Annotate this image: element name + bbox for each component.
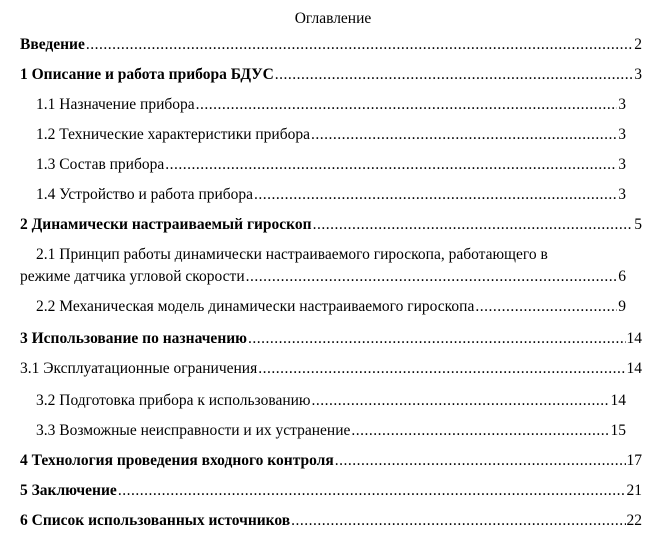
dot-leader <box>475 296 617 318</box>
toc-title: Оглавление <box>294 10 372 27</box>
toc-entry-section-3-1[interactable] <box>20 358 642 380</box>
toc-entry-section-4[interactable] <box>20 450 642 472</box>
toc-page-number: 3 <box>634 66 642 83</box>
toc-entry-text: Введение <box>20 36 85 53</box>
toc-entry-text: 1.4 Устройство и работа прибора <box>36 186 254 203</box>
toc-page-number: 6 <box>618 268 626 285</box>
dot-leader <box>351 420 609 442</box>
toc-entry-text: 1.3 Состав прибора <box>36 156 165 173</box>
toc-entry-section-3[interactable] <box>20 328 642 350</box>
toc-page-number: 2 <box>634 36 642 53</box>
toc-entry-text: 6 Список использованных источников <box>20 512 291 529</box>
toc-entry-text: 5 Заключение <box>20 482 117 499</box>
dot-leader <box>312 390 610 412</box>
dot-leader <box>165 154 617 176</box>
toc-page-number: 14 <box>610 392 626 409</box>
toc-page-number: 14 <box>626 360 642 377</box>
dot-leader <box>291 510 625 532</box>
dot-leader <box>248 328 625 350</box>
toc-entry-text: 3.1 Эксплуатационные ограничения <box>20 360 258 377</box>
toc-entry-text: 1.2 Технические характеристики прибора <box>36 126 310 143</box>
toc-entry-section-3-2[interactable] <box>36 390 626 412</box>
toc-page-number: 14 <box>626 330 642 347</box>
toc-entry-text: 3 Использование по назначению <box>20 330 248 347</box>
toc-entry-text: 3.3 Возможные неисправности и их устранение <box>36 422 351 439</box>
toc-page-number: 3 <box>618 126 626 143</box>
dot-leader <box>258 358 625 380</box>
toc-entry-section-1-2[interactable] <box>36 124 626 146</box>
toc-page-number: 3 <box>618 156 626 173</box>
toc-entry-text: 2.2 Механическая модель динамически настраиваемого гироскопа <box>36 298 475 315</box>
toc-entry-section-1-1[interactable] <box>36 94 626 116</box>
toc-page-number: 17 <box>626 452 642 469</box>
toc-entry-section-3-3[interactable] <box>36 420 626 442</box>
dot-leader <box>86 34 633 56</box>
toc-entry-section-2-1[interactable] <box>20 266 626 288</box>
toc-page-number: 3 <box>618 186 626 203</box>
dot-leader <box>335 450 626 472</box>
toc-page-number: 21 <box>626 482 642 499</box>
toc-page-number: 5 <box>634 216 642 233</box>
dot-leader <box>313 214 634 236</box>
toc-entry-text: 4 Технология проведения входного контроля <box>20 452 334 469</box>
toc-page-number: 9 <box>618 298 626 315</box>
toc-entry-section-2-2[interactable] <box>36 296 626 318</box>
toc-entry-section-1-4[interactable] <box>36 184 626 206</box>
dot-leader <box>246 266 618 288</box>
toc-page-number: 3 <box>618 96 626 113</box>
dot-leader <box>196 94 618 116</box>
toc-entry-section-1-3[interactable] <box>36 154 626 176</box>
toc-entry-section-2[interactable] <box>20 214 642 236</box>
toc-entry-text: 2 Динамически настраиваемый гироскоп <box>20 216 312 233</box>
toc-entry-section-5[interactable] <box>20 480 642 502</box>
toc-entry-text: 1 Описание и работа прибора БДУС <box>20 66 274 83</box>
toc-entry-section-2-1-line1[interactable]: 2.1 Принцип работы динамически настраиваемого гироскопа, работающего в <box>36 246 548 263</box>
toc-page-number: 15 <box>610 422 626 439</box>
toc-entry-introduction[interactable] <box>20 34 642 56</box>
toc-entry-text: 1.1 Назначение прибора <box>36 96 195 113</box>
dot-leader <box>311 124 617 146</box>
dot-leader <box>118 480 626 502</box>
toc-entry-text: 3.2 Подготовка прибора к использованию <box>36 392 311 409</box>
toc-page-number: 22 <box>626 512 642 529</box>
toc-entry-text: режиме датчика угловой скорости <box>20 268 245 285</box>
dot-leader <box>275 64 633 86</box>
toc-entry-section-6[interactable] <box>20 510 642 532</box>
toc-entry-section-1[interactable] <box>20 64 642 86</box>
dot-leader <box>254 184 617 206</box>
